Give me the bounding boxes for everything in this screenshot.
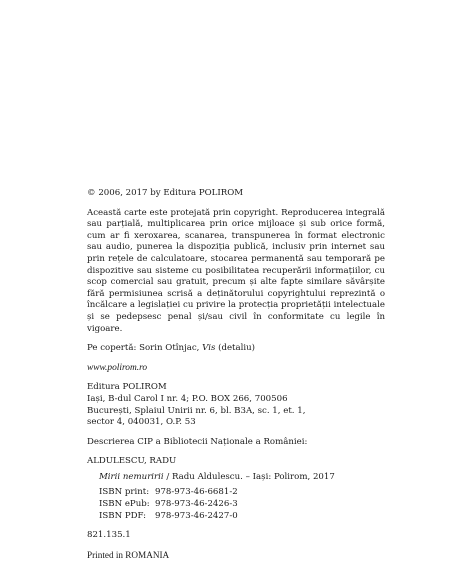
publisher-website[interactable]: www.polirom.ro <box>87 362 148 373</box>
address-line: sector 4, 040031, O.P. 53 <box>87 417 196 428</box>
isbn-value: 978-973-46-2427-0 <box>155 510 238 521</box>
isbn-label: ISBN print: <box>99 487 150 498</box>
isbn-value: 978-973-46-2426-3 <box>155 499 238 510</box>
isbn-row <box>99 487 385 499</box>
cover-credit-suffix: (detaliu) <box>215 343 255 354</box>
cover-credit-label: Pe copertă: Sorin Otînjac, <box>87 343 203 354</box>
printed-in: Printed in ROMANIA <box>87 549 170 560</box>
cip-author: ALDULESCU, RADU <box>87 456 177 467</box>
copyright-page <box>87 188 385 561</box>
isbn-list <box>87 487 385 522</box>
address-line: Iași, B-dul Carol I nr. 4; P.O. BOX 266, 700506 <box>87 393 288 404</box>
cip-heading: Descrierea CIP a Bibliotecii Naționale a României: <box>87 436 308 447</box>
isbn-label: ISBN ePub: <box>99 499 150 510</box>
rights-notice: Această carte este protejată prin copyright. Reproducerea integrală sau parțială, multiplicarea prin orice mijloace și sub orice formă, cum ar fi xeroxarea, scanarea, transpunerea în format electronic sau audio, punerea la dispoziția publică, inclusiv prin internet sau prin rețele de calculatoare, stocarea permanentă sau temporară pe dispozitive sau sisteme cu posibilitatea recuperării informațiilor, cu scop comercial sau gratuit, precum și alte fapte similare săvârșite fără permisiunea scrisă a deținătorului copyrightului reprezintă o încălcare a legislației cu privire la protecția proprietății intelectuale și se pedepsesc penal și/sau civil în conformitate cu legile în vigoare. <box>87 207 385 334</box>
cip-book-details: / Radu Aldulescu. – Iași: Polirom, 2017 <box>163 471 335 482</box>
cover-work-title: Vis <box>202 343 216 354</box>
cip-book-title: Mirii nemuririi <box>99 471 164 482</box>
copyright-line: © 2006, 2017 by Editura POLIROM <box>87 188 244 198</box>
isbn-row <box>99 499 385 511</box>
cip-title-line <box>87 472 385 484</box>
publisher-address <box>87 382 385 428</box>
isbn-value: 978-973-46-6681-2 <box>155 487 238 498</box>
address-line: București, Splaiul Unirii nr. 6, bl. B3A, sc. 1, et. 1, <box>87 405 306 416</box>
isbn-row <box>99 511 385 523</box>
isbn-label: ISBN PDF: <box>99 510 147 521</box>
cover-credit <box>87 343 385 355</box>
udc-code: 821.135.1 <box>87 530 131 541</box>
address-line: Editura POLIROM <box>87 382 167 393</box>
